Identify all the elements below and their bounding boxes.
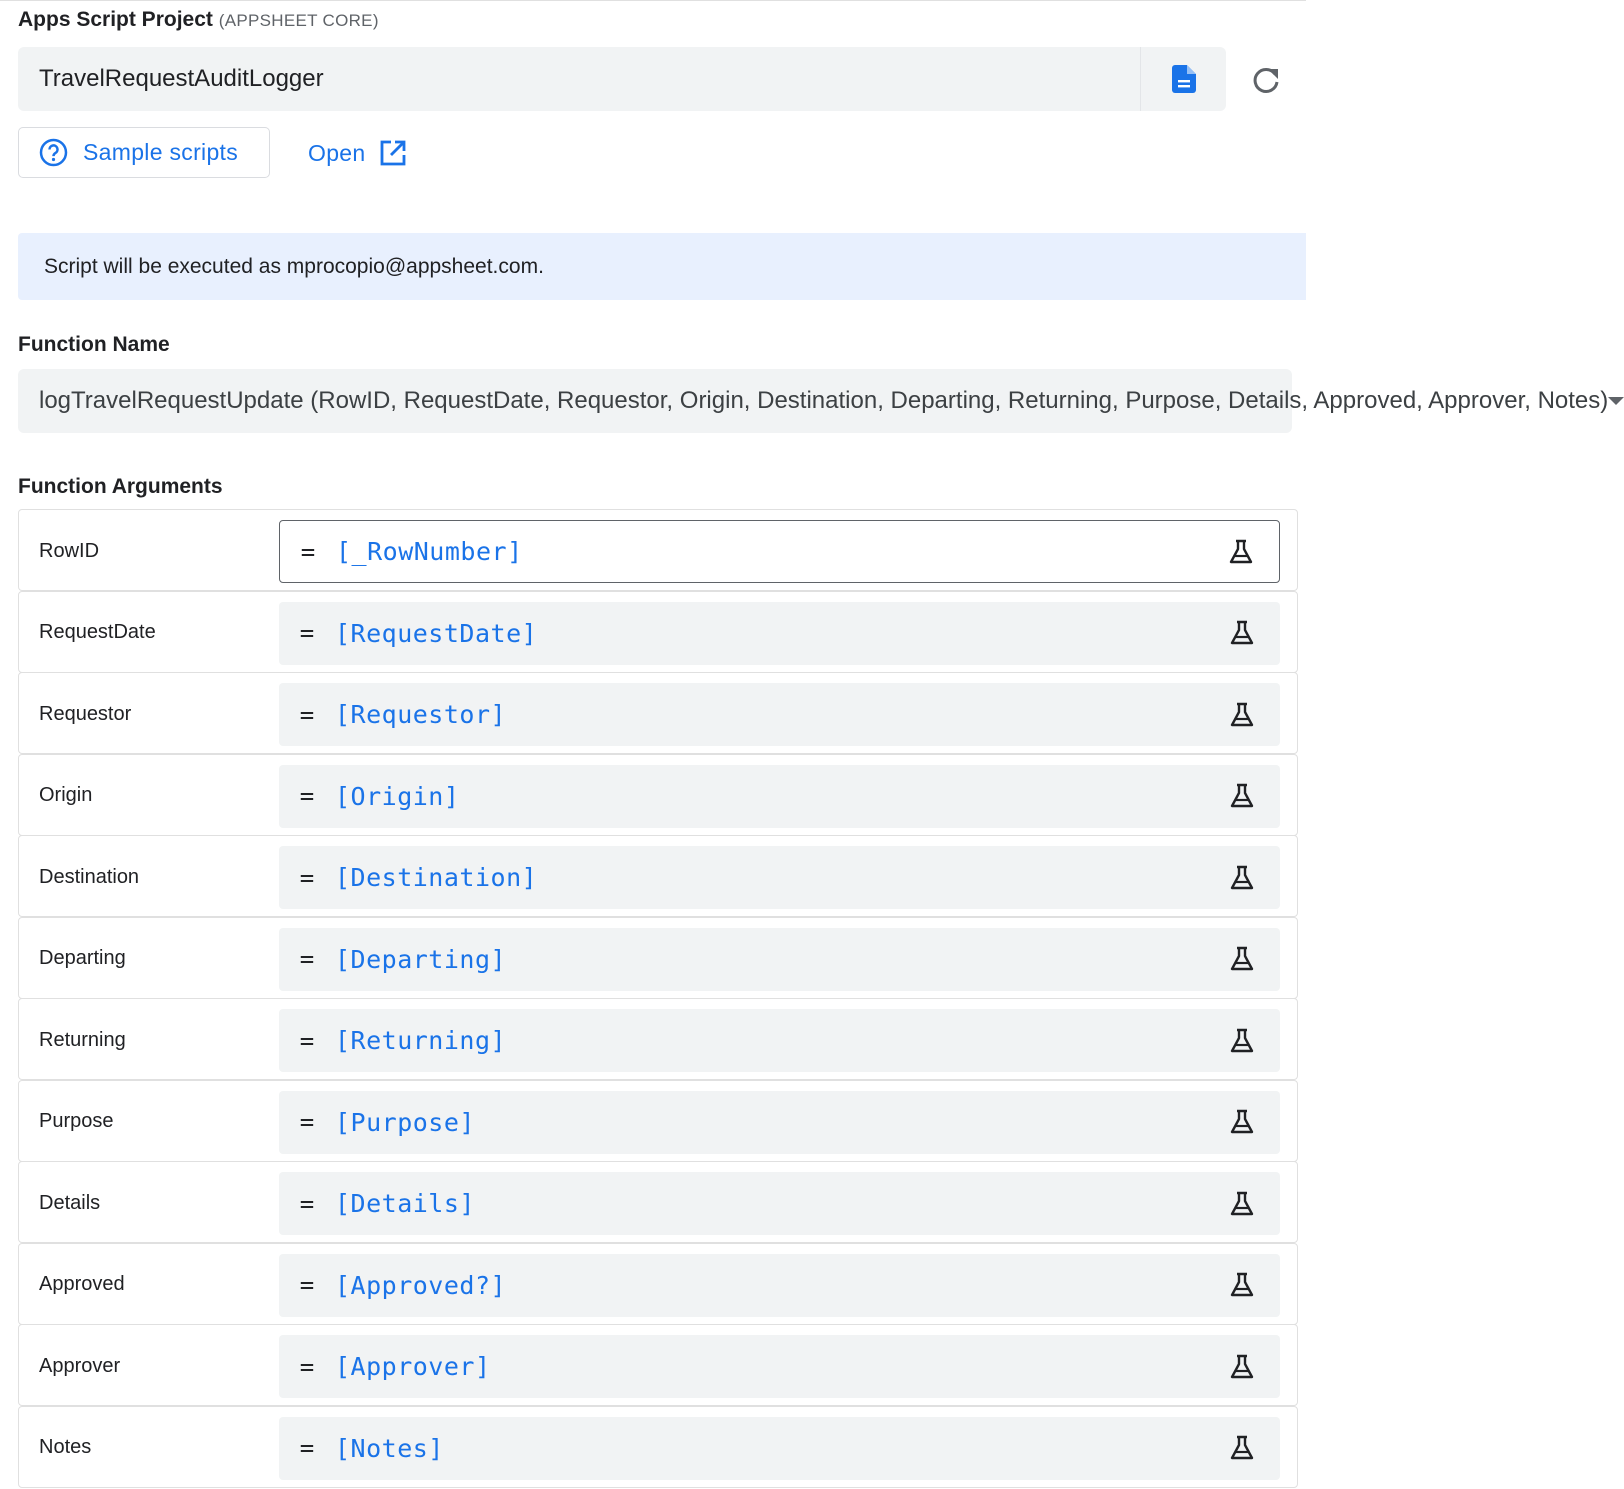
argument-expression-field[interactable]	[279, 846, 1280, 909]
test-expression-button[interactable]	[1204, 946, 1280, 972]
test-expression-button[interactable]	[1204, 1354, 1280, 1380]
argument-expression-field[interactable]	[279, 520, 1280, 583]
project-label: Apps Script Project	[18, 8, 213, 31]
flask-icon	[1229, 1028, 1255, 1054]
function-name-heading: Function Name	[18, 333, 170, 356]
argument-expression[interactable]: [Departing]	[335, 944, 507, 974]
argument-row-purpose	[18, 1080, 1298, 1162]
argument-row-requestdate	[18, 591, 1298, 673]
argument-row-details	[18, 1161, 1298, 1243]
argument-expression-field[interactable]	[279, 928, 1280, 991]
open-label: Open	[308, 139, 366, 166]
test-expression-button[interactable]	[1204, 1272, 1280, 1298]
equals-sign: =	[299, 1189, 315, 1218]
caret-down-icon	[1608, 396, 1624, 406]
test-expression-button[interactable]	[1204, 1435, 1280, 1461]
function-select[interactable]	[18, 369, 1609, 433]
flask-icon	[1229, 865, 1255, 891]
equals-sign: =	[299, 1026, 315, 1055]
argument-expression-field[interactable]	[279, 1009, 1280, 1072]
argument-expression[interactable]: [Details]	[335, 1189, 475, 1218]
test-expression-button[interactable]	[1203, 539, 1279, 565]
argument-row-notes	[18, 1406, 1298, 1488]
argument-row-requestor	[18, 672, 1298, 754]
argument-expression[interactable]: [Approver]	[335, 1352, 491, 1381]
argument-name: RequestDate	[39, 621, 156, 643]
flask-icon	[1229, 1354, 1255, 1380]
argument-name: Details	[39, 1191, 101, 1214]
argument-row-returning	[18, 998, 1298, 1080]
execution-info-banner	[18, 233, 1306, 300]
flask-icon	[1229, 1191, 1255, 1217]
argument-expression[interactable]: [_RowNumber]	[336, 537, 523, 566]
help-icon	[39, 138, 68, 167]
argument-name: Destination	[39, 865, 140, 888]
argument-expression[interactable]: [Purpose]	[335, 1107, 475, 1137]
equals-sign: =	[300, 537, 316, 566]
project-field[interactable]	[18, 47, 1226, 111]
argument-row-rowid	[18, 509, 1298, 591]
function-select-caret[interactable]	[1608, 396, 1624, 406]
argument-expression-field[interactable]	[279, 602, 1280, 665]
open-in-new-icon	[379, 139, 407, 167]
flask-icon	[1229, 702, 1255, 728]
argument-name: Purpose	[39, 1110, 114, 1132]
arguments-table	[18, 509, 1298, 1488]
argument-row-approver	[18, 1324, 1298, 1406]
flask-icon	[1229, 946, 1255, 972]
argument-name: Approved	[39, 1273, 125, 1295]
equals-sign: =	[299, 863, 315, 892]
sample-scripts-label: Sample scripts	[83, 139, 239, 165]
argument-name: Departing	[39, 947, 126, 969]
open-link[interactable]	[308, 134, 407, 172]
equals-sign: =	[299, 782, 315, 810]
argument-name: Approver	[39, 1354, 121, 1377]
argument-expression[interactable]: [RequestDate]	[335, 618, 538, 648]
test-expression-button[interactable]	[1204, 865, 1280, 891]
flask-icon	[1229, 1435, 1255, 1461]
test-expression-button[interactable]	[1204, 1109, 1280, 1135]
argument-expression[interactable]: [Approved?]	[335, 1270, 507, 1300]
argument-name: RowID	[39, 539, 100, 562]
equals-sign: =	[299, 619, 315, 647]
test-expression-button[interactable]	[1204, 1028, 1280, 1054]
equals-sign: =	[299, 945, 315, 973]
flask-icon	[1229, 783, 1255, 809]
execution-info-text: Script will be executed as mprocopio@appsheet.com.	[44, 254, 544, 278]
argument-expression[interactable]: [Returning]	[335, 1026, 507, 1055]
argument-name: Notes	[39, 1436, 92, 1458]
argument-row-approved	[18, 1243, 1298, 1325]
argument-expression-field[interactable]	[279, 683, 1280, 746]
function-arguments-heading: Function Arguments	[18, 475, 223, 498]
equals-sign: =	[299, 1434, 315, 1462]
test-expression-button[interactable]	[1204, 783, 1280, 809]
argument-expression[interactable]: [Destination]	[335, 863, 538, 892]
argument-expression[interactable]: [Notes]	[335, 1433, 444, 1463]
argument-expression-field[interactable]	[279, 1254, 1280, 1317]
argument-expression-field[interactable]	[279, 1335, 1280, 1398]
refresh-icon	[1251, 65, 1281, 95]
file-button[interactable]	[1140, 47, 1226, 111]
argument-expression-field[interactable]	[279, 1172, 1280, 1235]
function-select-value[interactable]: logTravelRequestUpdate (RowID, RequestDate, Requestor, Origin, Destination, Departing, Returning, Purpose, Details, Approved, Approver, Notes)	[39, 387, 1609, 414]
argument-expression-field[interactable]	[279, 1417, 1280, 1480]
flask-icon	[1228, 539, 1254, 565]
flask-icon	[1229, 1109, 1255, 1135]
argument-row-destination	[18, 835, 1298, 917]
argument-expression-field[interactable]	[279, 765, 1280, 828]
argument-row-departing	[18, 917, 1298, 999]
refresh-button[interactable]	[1244, 58, 1288, 102]
argument-expression-field[interactable]	[279, 1091, 1280, 1154]
top-divider	[0, 0, 1306, 1]
argument-row-origin	[18, 754, 1298, 836]
argument-expression[interactable]: [Requestor]	[335, 700, 507, 729]
argument-name: Origin	[39, 784, 93, 806]
equals-sign: =	[299, 1271, 315, 1299]
argument-name: Requestor	[39, 702, 132, 725]
file-icon	[1172, 65, 1196, 93]
equals-sign: =	[299, 1108, 315, 1136]
test-expression-button[interactable]	[1204, 1191, 1280, 1217]
argument-expression[interactable]: [Origin]	[335, 781, 460, 811]
argument-name: Returning	[39, 1028, 126, 1051]
equals-sign: =	[299, 700, 315, 729]
project-sublabel: (APPSHEET CORE)	[218, 11, 379, 30]
equals-sign: =	[299, 1352, 315, 1381]
flask-icon	[1229, 1272, 1255, 1298]
test-expression-button[interactable]	[1204, 702, 1280, 728]
sample-scripts-button[interactable]	[18, 127, 270, 178]
project-value[interactable]: TravelRequestAuditLogger	[39, 65, 324, 92]
project-heading	[18, 8, 379, 32]
test-expression-button[interactable]	[1204, 620, 1280, 646]
flask-icon	[1229, 620, 1255, 646]
